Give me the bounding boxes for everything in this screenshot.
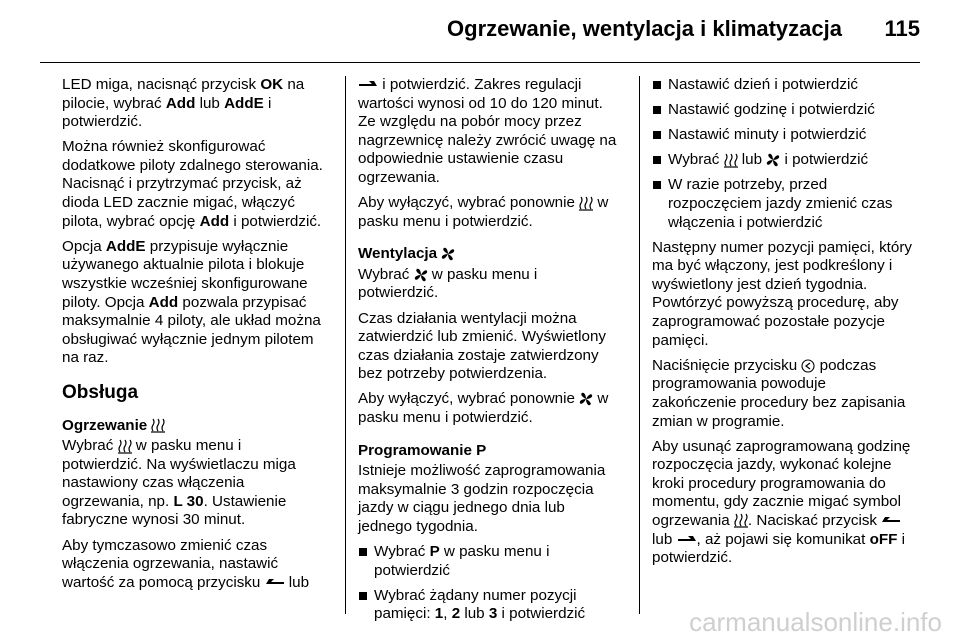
- bullet-square-icon: [653, 131, 661, 139]
- watermark: carmanualsonline.info: [689, 607, 942, 637]
- bullet-square-icon: [359, 592, 367, 600]
- paragraph: Aby wyłączyć, wybrać ponownie w pasku menu i potwierdzić.: [358, 194, 609, 230]
- page-title: Ogrzewanie, wentylacja i klimatyzacja: [447, 16, 842, 41]
- column-divider: [345, 76, 346, 614]
- paragraph: Opcja AddE przypisuje wyłącznie używanego aktualnie pilota i blokuje wszystkie wcześniej skonfigurowane piloty. Opcja Add pozwala przypisać maksymalnie 4 piloty, ale układ można obsługiwać wyłącznie jednym pilotem na raz.: [62, 237, 321, 367]
- subsection-heading: Programowanie P: [358, 441, 487, 459]
- paragraph: Aby tymczasowo zmienić czas włączenia ogrzewania, nastawić wartość za pomocą przycisku lub: [62, 536, 310, 591]
- bullet-list: [358, 543, 620, 624]
- header-divider: [40, 62, 920, 63]
- bullet-square-icon: [653, 156, 661, 164]
- column-1: [62, 76, 324, 599]
- paragraph: Czas działania wentylacji można zatwierdzić lub zmienić. Wyświetlony czas działania zostaje zatwierdzony bez potrzeby potwierdzenia.: [358, 309, 606, 383]
- fan-icon: [414, 268, 428, 282]
- paragraph: Wybrać w pasku menu i potwierdzić.: [358, 265, 538, 302]
- arrow-left-icon: [881, 516, 901, 526]
- subsection-heading: Wentylacja: [358, 245, 620, 264]
- list-item: W razie potrzeby, przed rozpoczęciem jazdy zmienić czas włączenia i potwierdzić: [652, 176, 914, 232]
- list-item: Nastawić minuty i potwierdzić: [652, 126, 914, 145]
- page-number: 115: [884, 16, 920, 41]
- paragraph: Naciśnięcie przycisku podczas programowania powoduje zakończenie procedury bez zapisania zmian w programie.: [652, 356, 906, 430]
- arrow-left-icon: [265, 578, 285, 588]
- fan-icon: [766, 153, 780, 167]
- subsection-heading: Ogrzewanie: [62, 417, 324, 436]
- paragraph: LED miga, nacisnąć przycisk OK na pilocie, wybrać Add lub AddE i potwierdzić.: [62, 76, 305, 131]
- paragraph: Wybrać w pasku menu i potwierdzić. Na wyświetlaczu miga nastawiony czas włączenia ogrzewania, np. L 30. Ustawienie fabryczne wynosi 30 minut.: [62, 437, 296, 529]
- back-button-icon: [801, 359, 815, 373]
- column-divider: [639, 76, 640, 614]
- heating-icon: [151, 418, 165, 433]
- paragraph: i potwierdzić. Zakres regulacji wartości wynosi od 10 do 120 minut. Ze względu na pobór mocy przez nagrzewnicę należy zwrócić uwagę na odpowiednie ustawienie czasu ogrzewania.: [358, 76, 617, 186]
- bullet-square-icon: [359, 548, 367, 556]
- list-item: Nastawić godzinę i potwierdzić: [652, 101, 914, 120]
- bullet-square-icon: [653, 81, 661, 89]
- bullet-square-icon: [653, 181, 661, 189]
- bullet-list: [652, 76, 914, 232]
- heating-icon: [579, 196, 593, 211]
- arrow-right-icon: [677, 535, 697, 545]
- paragraph: Aby wyłączyć, wybrać ponownie w pasku menu i potwierdzić.: [358, 390, 609, 426]
- page-header: [0, 0, 960, 60]
- section-heading: Obsługa: [62, 381, 139, 403]
- paragraph: Aby usunąć zaprogramowaną godzinę rozpoczęcia jazdy, wykonać kolejne kroki procedury programowania do momentu, gdy zacznie migać symbol ogrzewania . Naciskać przycisk lub , aż pojawi się komunikat oFF i potwierdzić.: [652, 437, 911, 567]
- heating-icon: [724, 153, 738, 168]
- list-item: Wybrać żądany numer pozycji pamięci: 1, 2 lub 3 i potwierdzić: [358, 587, 620, 624]
- list-item: Wybrać lub i potwierdzić: [652, 151, 914, 170]
- arrow-right-icon: [358, 80, 378, 90]
- paragraph: Można również skonfigurować dodatkowe piloty zdalnego sterowania. Nacisnąć i przytrzymać przycisk, aż dioda LED zacznie migać, włączyć pilota, wybrać opcję Add i potwierdzić.: [62, 138, 323, 230]
- list-item: Wybrać P w pasku menu i potwierdzić: [358, 543, 620, 580]
- fan-icon: [579, 392, 593, 406]
- column-2: [358, 76, 620, 630]
- paragraph: Następny numer pozycji pamięci, który ma być włączony, jest podkreślony i wyświetlony jest dzień tygodnia. Powtórzyć powyższą procedurę, aby zaprogramować pozostałe pozycje pamięci.: [652, 238, 912, 349]
- bullet-square-icon: [653, 106, 661, 114]
- heating-icon: [118, 439, 132, 454]
- fan-icon: [441, 247, 455, 261]
- list-item: Nastawić dzień i potwierdzić: [652, 76, 914, 95]
- column-3: [652, 76, 914, 574]
- paragraph: Istnieje możliwość zaprogramowania maksymalnie 3 godzin rozpoczęcia jazdy w ciągu jednego dnia lub jednego tygodnia.: [358, 462, 606, 535]
- heating-icon: [734, 513, 748, 528]
